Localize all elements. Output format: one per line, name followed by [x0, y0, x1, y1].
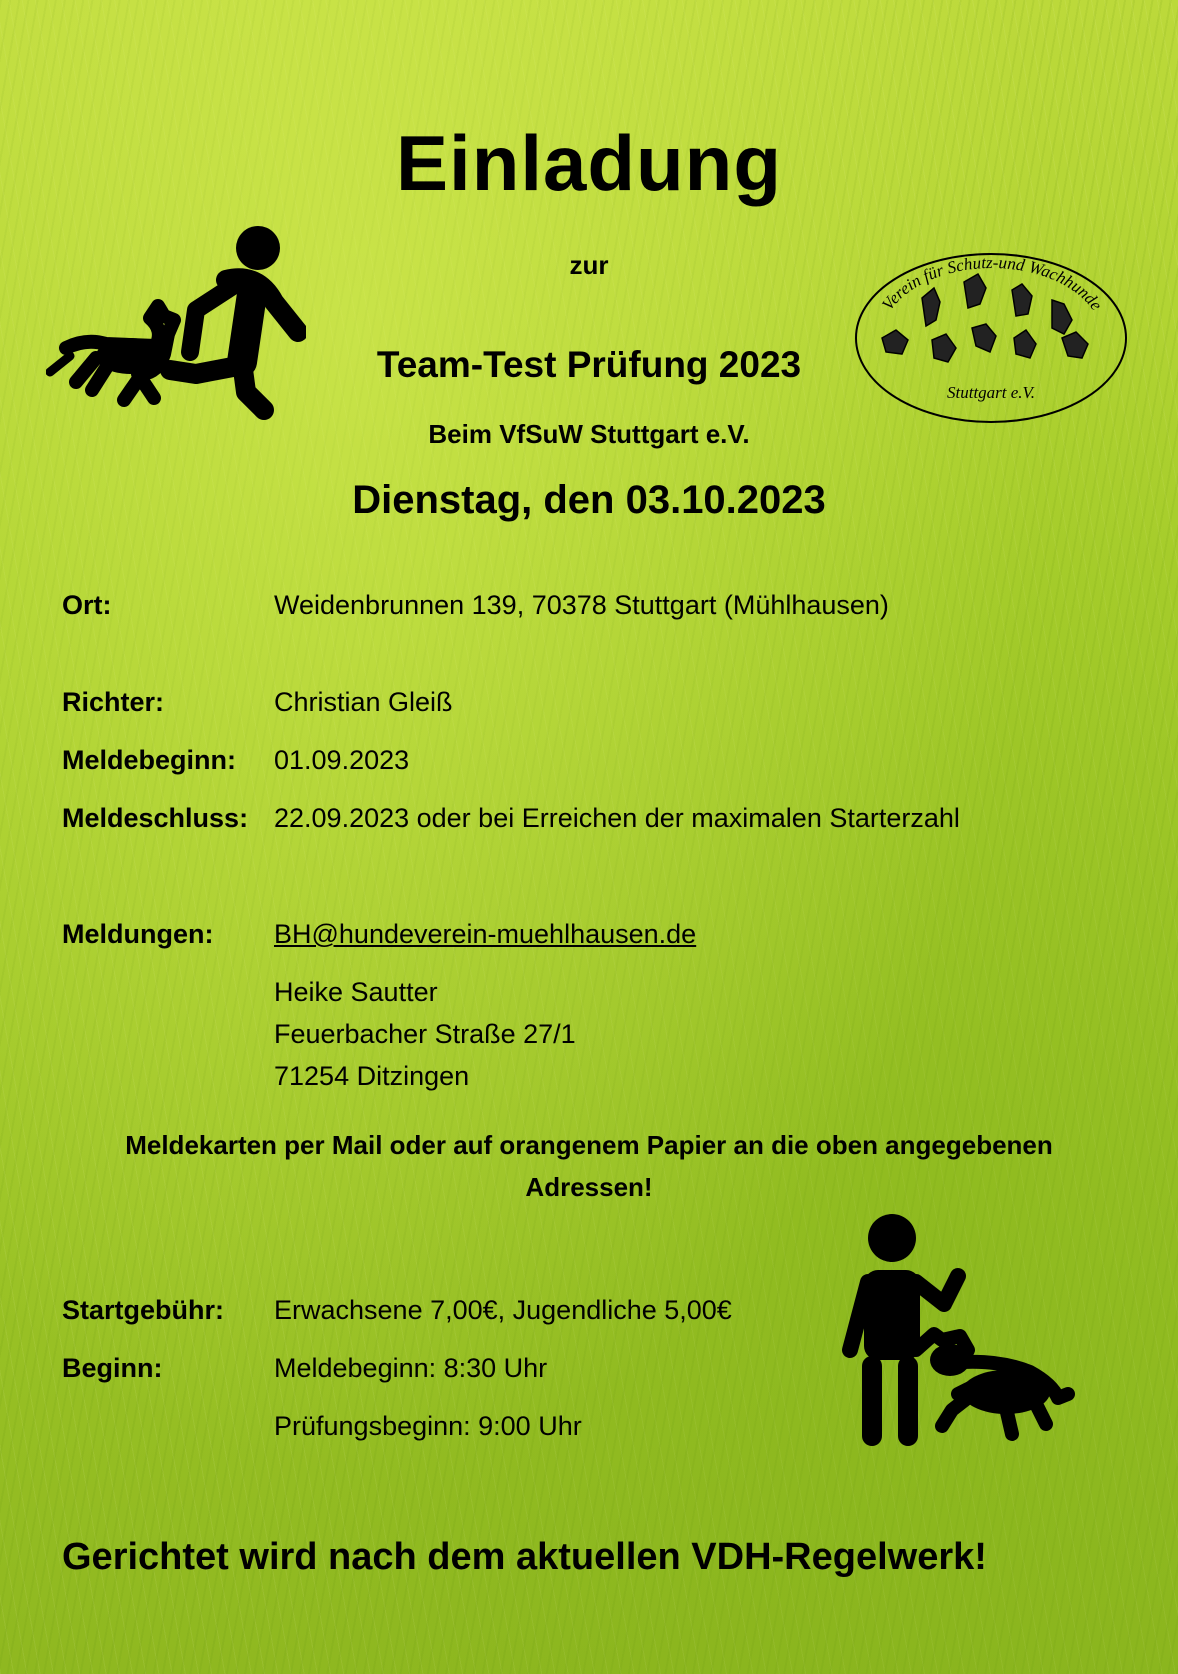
- meldebeginn-label: Meldebeginn:: [62, 745, 236, 775]
- footer-text: Gerichtet wird nach dem aktuellen VDH-Regelwerk!: [62, 1536, 987, 1578]
- startgebuehr-label: Startgebühr:: [62, 1295, 224, 1325]
- event-host: Beim VfSuW Stuttgart e.V.: [428, 419, 750, 449]
- event-date: Dienstag, den 03.10.2023: [352, 478, 826, 522]
- subtitle-zur: zur: [569, 250, 609, 280]
- page-title: Einladung: [396, 119, 782, 207]
- meldungen-label: Meldungen:: [62, 919, 214, 949]
- logo-bottom-text: Stuttgart e.V.: [947, 383, 1035, 402]
- meldeschluss-value: 22.09.2023 oder bei Erreichen der maximalen Starterzahl: [274, 803, 960, 833]
- startgebuehr-value: Erwachsene 7,00€, Jugendliche 5,00€: [274, 1295, 732, 1325]
- club-logo: [852, 248, 1130, 428]
- meldebeginn-value: 01.09.2023: [274, 745, 410, 775]
- svg-text:Verein für Schutz-und Wachhund: [878, 253, 1106, 314]
- beginn-value-1: Meldebeginn: 8:30 Uhr: [274, 1353, 548, 1383]
- beginn-value-2: Prüfungsbeginn: 9:00 Uhr: [274, 1411, 582, 1441]
- beginn-label: Beginn:: [62, 1353, 163, 1383]
- meldungen-email-link[interactable]: BH@hundeverein-muehlhausen.de: [274, 919, 697, 949]
- notice-text: Meldekarten per Mail oder auf orangenem Papier an die oben angegebenen Adressen!: [125, 1130, 1053, 1202]
- logo-top-text: Verein für Schutz-und Wachhunde: [878, 252, 1107, 314]
- richter-value: Christian Gleiß: [274, 687, 453, 717]
- person-running-with-dog-icon: [46, 222, 306, 432]
- ort-label: Ort:: [62, 590, 112, 620]
- richter-label: Richter:: [62, 687, 165, 717]
- ort-value: Weidenbrunnen 139, 70378 Stuttgart (Mühlhausen): [274, 590, 889, 620]
- person-with-dog-icon: [820, 1210, 1080, 1450]
- address-name: Heike Sautter: [274, 977, 438, 1007]
- event-name: Team-Test Prüfung 2023: [376, 344, 802, 385]
- address-city: 71254 Ditzingen: [274, 1061, 470, 1091]
- address-street: Feuerbacher Straße 27/1: [274, 1019, 576, 1049]
- meldeschluss-label: Meldeschluss:: [62, 803, 249, 833]
